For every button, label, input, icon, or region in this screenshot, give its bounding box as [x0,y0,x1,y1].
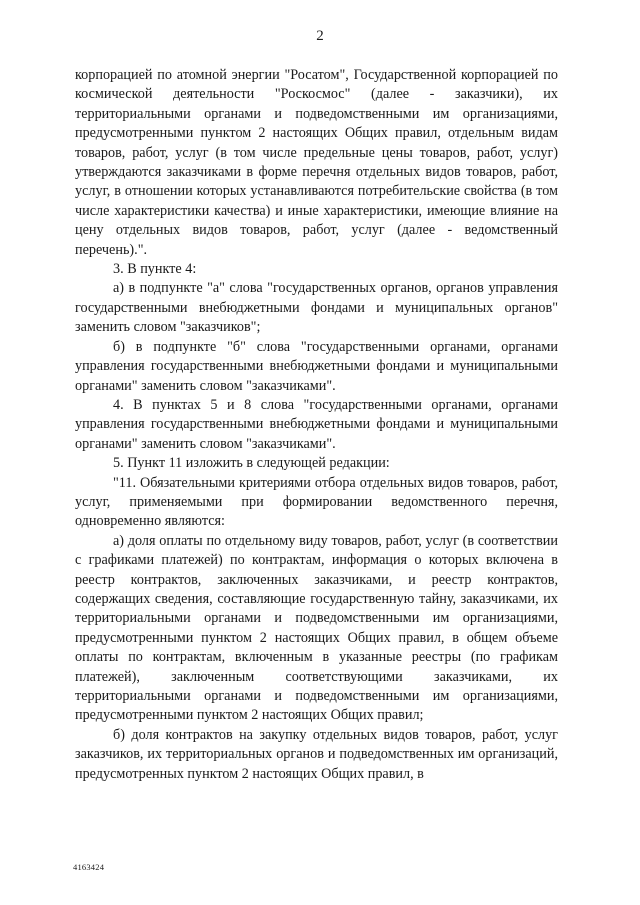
paragraph-item-5: 5. Пункт 11 изложить в следующей редакции: [113,455,390,472]
document-code: 4163424 [73,862,105,872]
paragraph-item-5-quote: "11. Обязательными критериями отбора отдельных видов товаров, работ, услуг, применяемыми при формировании ведомственного перечня, одновременно являются: [75,474,558,530]
paragraph-item-4: 4. В пунктах 5 и 8 слова "государственными органами, органами управления государственными внебюджетными фондами и муниципальными органами" заменить словом "заказчиками". [75,396,558,452]
document-body [75,66,558,784]
paragraph-item-3a: а) в подпункте "а" слова "государственных органов, органов управления государственными внебюджетными фондами и муниципальных органов" заменить словом "заказчиков"; [75,280,558,336]
paragraph-continuation: корпорацией по атомной энергии "Росатом", Государственной корпорацией по космической деятельности "Роскосмос" (далее - заказчики), их территориальными органами и подведомственными им организациями, предусмотренными пунктом 2 настоящих Общих правил, отдельным видам товаров, работ, услуг (в том числе предельные цены товаров, работ, услуг) утверждаются заказчиками в форме перечня отдельных видов товаров, работ, услуг, в отношении которых устанавливаются потребительские свойства (в том числе характеристики качества) и иные характеристики, имеющие влияние на цену отдельных видов товаров, работ, услуг (далее - ведомственный перечень).". [75,67,558,258]
paragraph-item-3: 3. В пункте 4: [113,261,197,278]
page-number: 2 [316,28,324,44]
paragraph-item-5a: а) доля оплаты по отдельному виду товаров, работ, услуг (в соответствии с графиками платежей) по контрактам, информация о которых включена в реестр контрактов, заключенных заказчиками, и реестр контрактов, содержащих сведения, составляющие государственную тайну, заказчиками, их территориальными органами и подведомственными им организациями, предусмотренными пунктом 2 настоящих Общих правил, в общем объеме оплаты по контрактам, включенным в указанные реестры (по графикам платежей), заключенным соответствующими заказчиками, их территориальными органами и подведомственными им организациями, предусмотренными пунктом 2 настоящих Общих правил; [75,532,558,724]
paragraph-item-3b: б) в подпункте "б" слова "государственными органами, органами управления государственными внебюджетными фондами и муниципальными органами" заменить словом "заказчиками". [75,338,558,394]
paragraph-item-5b: б) доля контрактов на закупку отдельных видов товаров, работ, услуг заказчиков, их территориальных органов и подведомственных им организаций, предусмотренных пунктом 2 настоящих Общих правил, в [75,726,558,782]
